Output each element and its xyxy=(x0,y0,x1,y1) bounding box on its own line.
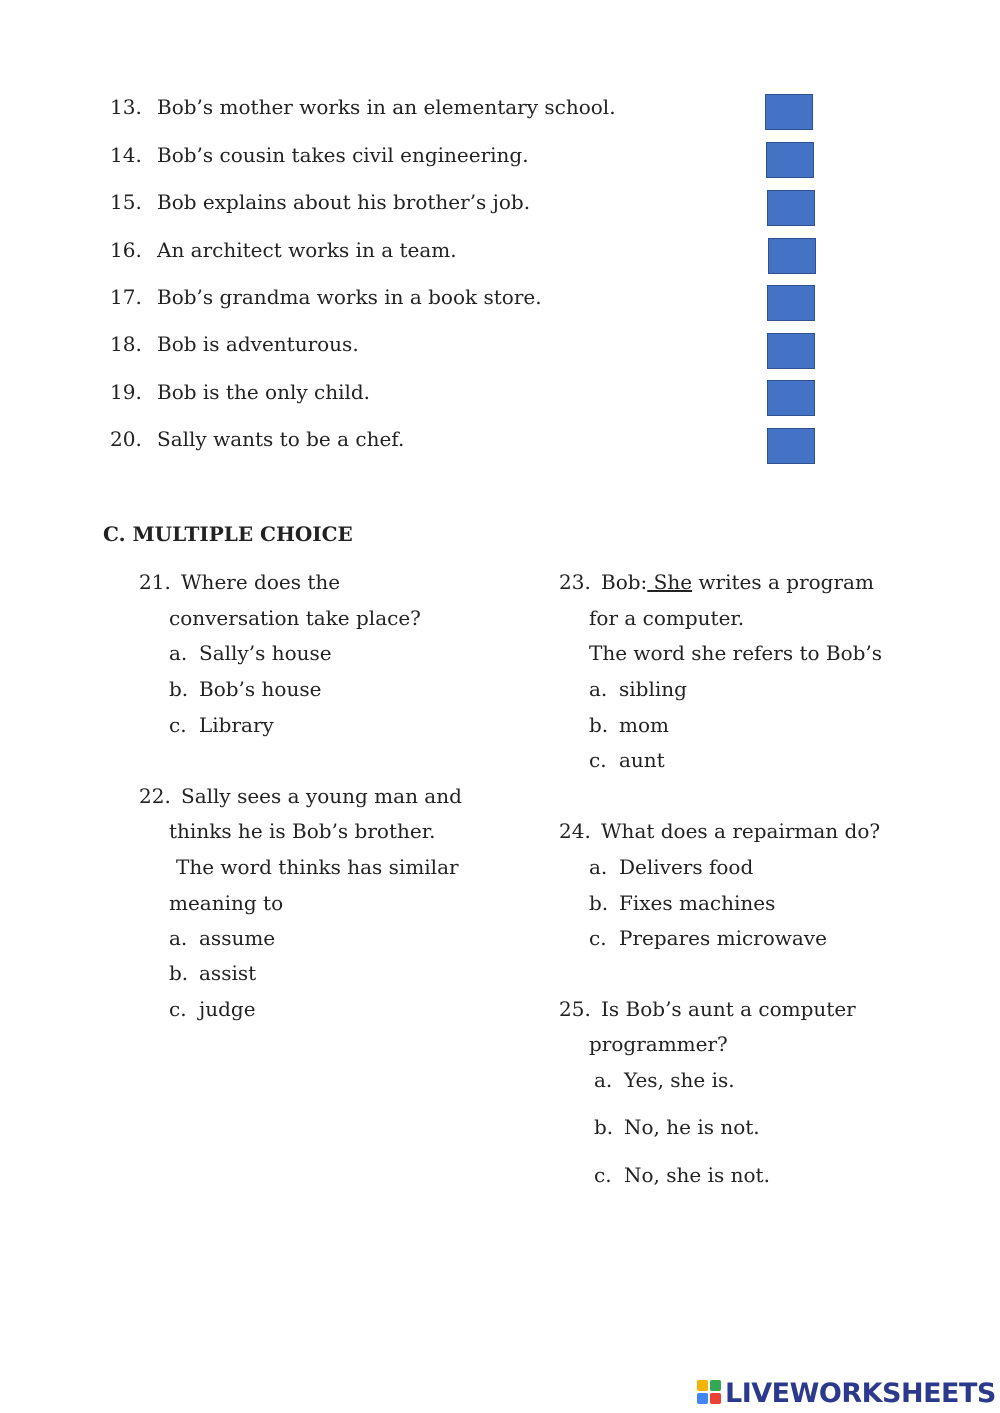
statement-text: Bob’s grandma works in a book store. xyxy=(157,285,542,309)
question-22-line1 xyxy=(139,786,462,806)
option-letter: c. xyxy=(594,1163,612,1187)
answer-box-18[interactable] xyxy=(767,333,815,369)
option-25b[interactable] xyxy=(594,1117,760,1137)
option-letter: b. xyxy=(589,713,609,737)
question-22-line3: The word thinks has similar xyxy=(176,855,459,879)
question-text-suffix: writes a program xyxy=(692,570,874,594)
section-heading: C. MULTIPLE CHOICE xyxy=(103,522,353,546)
option-text: sibling xyxy=(619,677,687,701)
option-22c[interactable] xyxy=(169,999,256,1019)
option-letter: a. xyxy=(589,677,608,701)
option-letter: a. xyxy=(589,855,608,879)
answer-box-20[interactable] xyxy=(767,428,815,464)
statement-18 xyxy=(110,334,359,354)
statement-number: 13. xyxy=(110,95,142,119)
statement-14 xyxy=(110,145,529,165)
statement-number: 16. xyxy=(110,238,142,262)
statement-text: An architect works in a team. xyxy=(157,238,457,262)
statement-number: 17. xyxy=(110,285,142,309)
option-25a[interactable] xyxy=(594,1070,735,1090)
option-text: mom xyxy=(619,713,669,737)
statement-number: 19. xyxy=(110,380,142,404)
question-number: 25. xyxy=(559,997,591,1021)
option-letter: b. xyxy=(589,891,609,915)
option-text: No, he is not. xyxy=(624,1115,760,1139)
statement-text: Sally wants to be a chef. xyxy=(157,427,405,451)
option-22a[interactable] xyxy=(169,928,275,948)
option-text: Bob’s house xyxy=(199,677,322,701)
question-text: Where does the xyxy=(181,570,341,594)
statement-15 xyxy=(110,192,530,212)
question-number: 23. xyxy=(559,570,591,594)
answer-box-16[interactable] xyxy=(768,238,816,274)
answer-box-13[interactable] xyxy=(765,94,813,130)
question-text: Is Bob’s aunt a computer xyxy=(601,997,856,1021)
option-text: judge xyxy=(199,997,256,1021)
answer-box-14[interactable] xyxy=(766,142,814,178)
option-23c[interactable] xyxy=(589,750,665,770)
question-21-line1 xyxy=(139,572,340,592)
question-23-line2: for a computer. xyxy=(589,606,745,630)
question-number: 21. xyxy=(139,570,171,594)
question-22-line2: thinks he is Bob’s brother. xyxy=(169,819,436,843)
answer-box-17[interactable] xyxy=(767,285,815,321)
statement-text: Bob’s cousin takes civil engineering. xyxy=(157,143,529,167)
statement-17 xyxy=(110,287,542,307)
question-text: What does a repairman do? xyxy=(601,819,881,843)
option-24c[interactable] xyxy=(589,928,827,948)
answer-box-15[interactable] xyxy=(767,190,815,226)
option-letter: c. xyxy=(589,748,607,772)
statement-number: 14. xyxy=(110,143,142,167)
option-text: aunt xyxy=(619,748,665,772)
question-25-line2: programmer? xyxy=(589,1032,728,1056)
underlined-word: She xyxy=(647,570,693,594)
option-text: Delivers food xyxy=(619,855,754,879)
statement-text: Bob is adventurous. xyxy=(157,332,359,356)
statement-text: Bob’s mother works in an elementary school. xyxy=(157,95,616,119)
question-number: 24. xyxy=(559,819,591,843)
question-23-line3: The word she refers to Bob’s xyxy=(589,641,883,665)
option-letter: a. xyxy=(169,926,188,950)
option-23a[interactable] xyxy=(589,679,687,699)
answer-box-19[interactable] xyxy=(767,380,815,416)
option-letter: b. xyxy=(169,961,189,985)
option-text: Yes, she is. xyxy=(624,1068,735,1092)
question-text-prefix: Bob: xyxy=(601,570,648,594)
option-21b[interactable] xyxy=(169,679,321,699)
statement-number: 20. xyxy=(110,427,142,451)
statement-13 xyxy=(110,97,616,117)
option-24b[interactable] xyxy=(589,893,775,913)
option-text: Prepares microwave xyxy=(619,926,827,950)
option-25c[interactable] xyxy=(594,1165,770,1185)
option-21a[interactable] xyxy=(169,643,332,663)
option-text: Library xyxy=(199,713,274,737)
option-letter: a. xyxy=(169,641,188,665)
statement-number: 15. xyxy=(110,190,142,214)
option-letter: b. xyxy=(594,1115,614,1139)
option-text: No, she is not. xyxy=(624,1163,770,1187)
statement-text: Bob is the only child. xyxy=(157,380,371,404)
option-23b[interactable] xyxy=(589,715,669,735)
statement-20 xyxy=(110,429,404,449)
option-21c[interactable] xyxy=(169,715,274,735)
liveworksheets-logo xyxy=(697,1378,996,1408)
option-22b[interactable] xyxy=(169,963,256,983)
statement-text: Bob explains about his brother’s job. xyxy=(157,190,531,214)
option-letter: c. xyxy=(169,713,187,737)
question-22-line4: meaning to xyxy=(169,891,284,915)
option-text: Sally’s house xyxy=(199,641,332,665)
logo-text: LIVEWORKSHEETS xyxy=(725,1377,996,1409)
statement-16 xyxy=(110,240,457,260)
question-25-line1 xyxy=(559,999,856,1019)
question-23-line1 xyxy=(559,572,874,592)
statement-number: 18. xyxy=(110,332,142,356)
question-21-line2: conversation take place? xyxy=(169,606,421,630)
option-text: Fixes machines xyxy=(619,891,776,915)
option-letter: c. xyxy=(589,926,607,950)
option-letter: c. xyxy=(169,997,187,1021)
option-text: assume xyxy=(199,926,276,950)
question-24-line1 xyxy=(559,821,880,841)
question-text: Sally sees a young man and xyxy=(181,784,462,808)
question-number: 22. xyxy=(139,784,171,808)
option-24a[interactable] xyxy=(589,857,753,877)
logo-grid-icon xyxy=(697,1380,723,1406)
option-letter: a. xyxy=(594,1068,613,1092)
statement-19 xyxy=(110,382,370,402)
option-text: assist xyxy=(199,961,257,985)
option-letter: b. xyxy=(169,677,189,701)
